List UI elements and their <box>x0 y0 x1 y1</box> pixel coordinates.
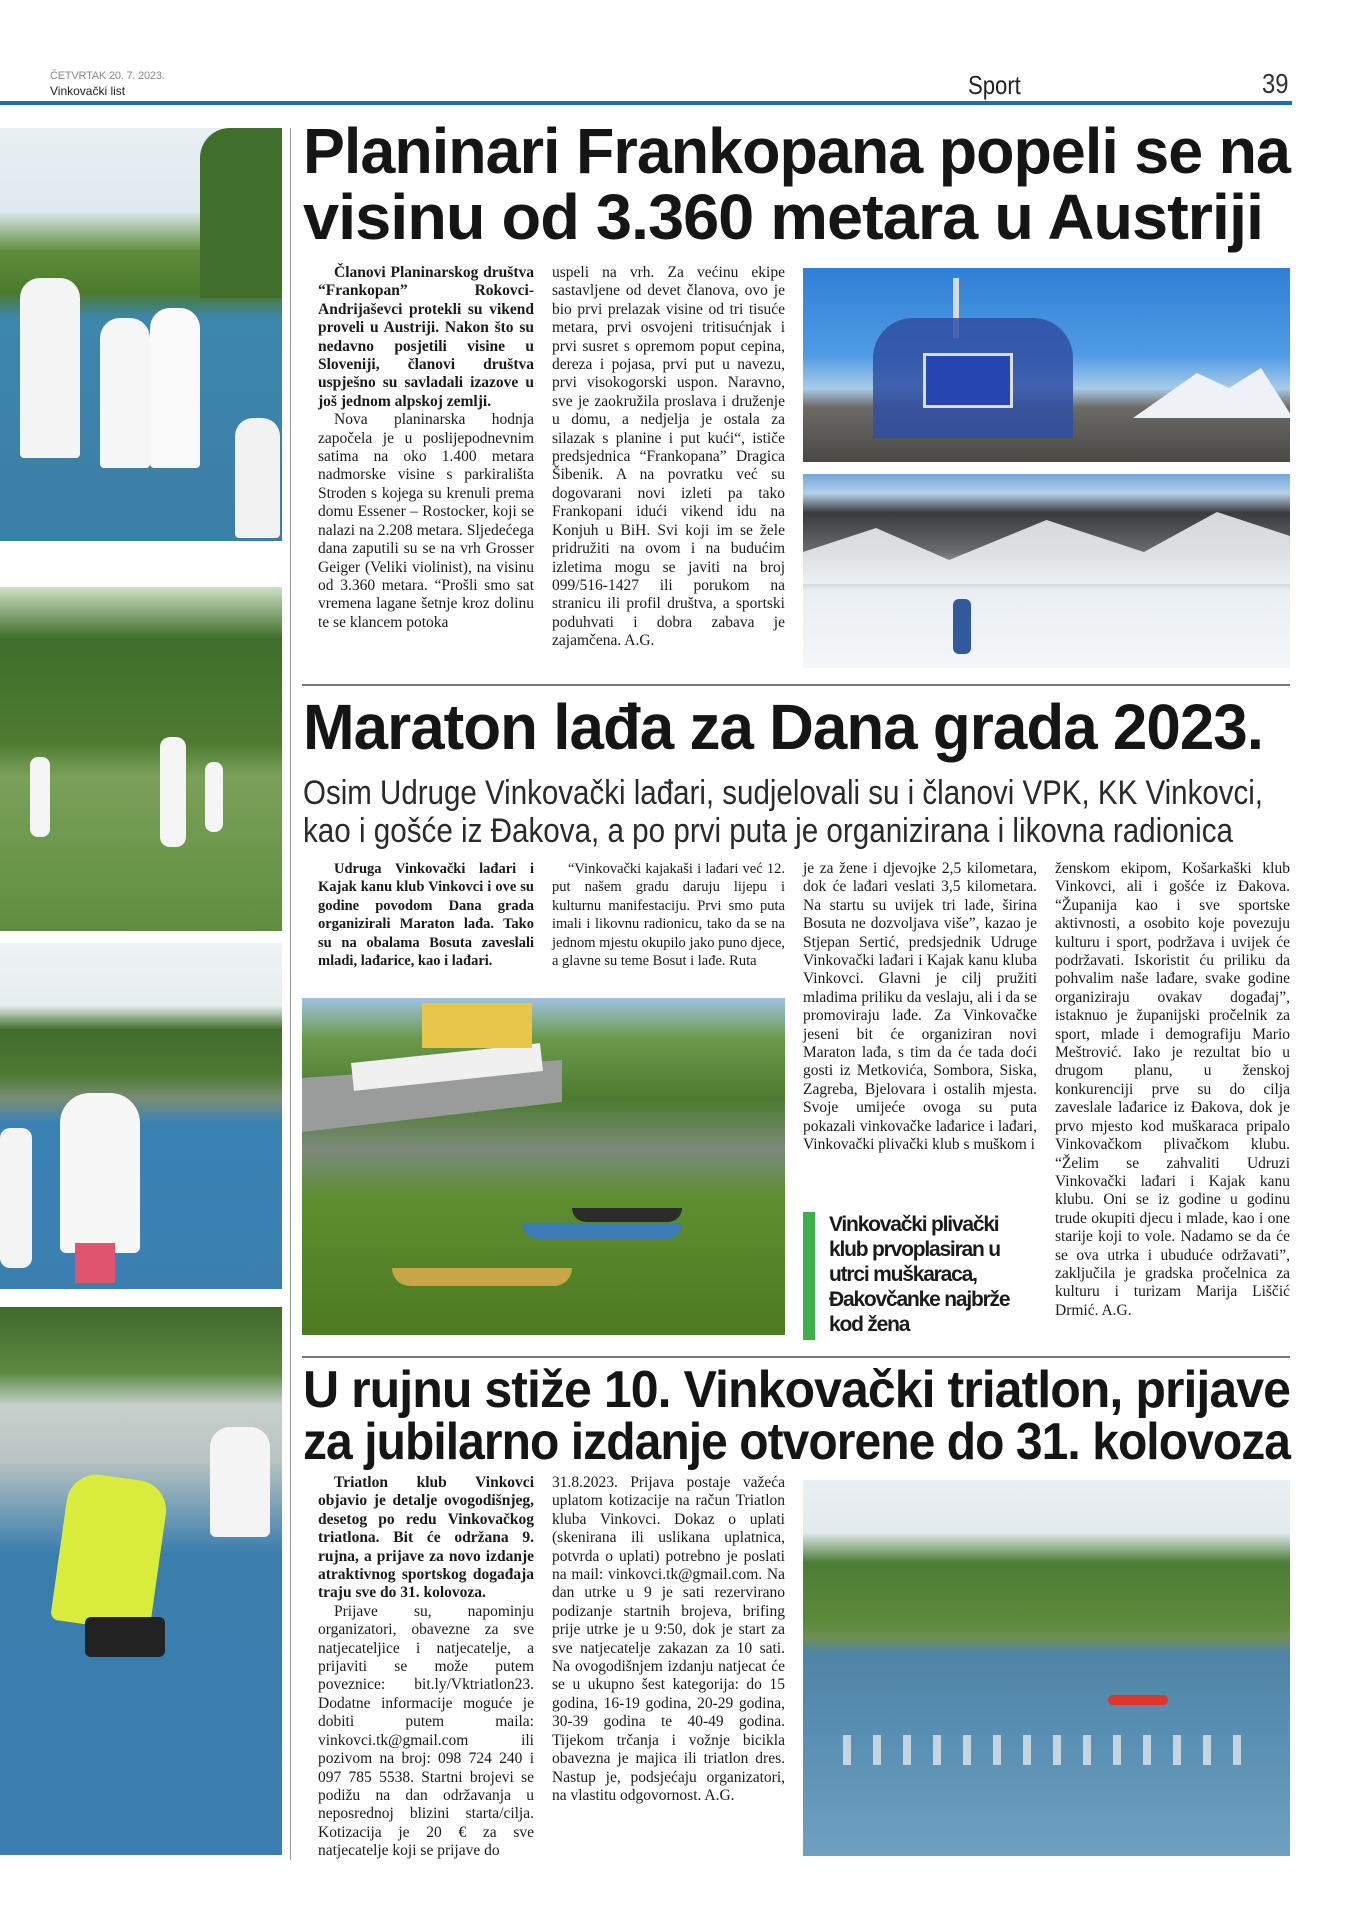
section-divider <box>302 1356 1290 1358</box>
headline-line: U rujnu stiže 10. Vinkovački triatlon, prijave <box>303 1361 1290 1419</box>
deck-line: Osim Udruge Vinkovački lađari, sudjelovali su i članovi VPK, KK Vinkovci, <box>303 774 1263 812</box>
article-body: uspeli na vrh. Za većinu ekipe sastavljene od devet članova, ovo je bio prvi prelazak visine od tri tisuće metara, prvi osvojeni tritisućnjak i prvi susret s opremom poput cepina, dereza i pojasa, prvi put u navezu, prvi visokogorski uspon. Naravno, sve je zaokružila proslava i druženje u domu, a nedjelja je ostala za silazak s planine i put kući“, ističe predsjednica “Frankopana” Dragica Šibenik. A na povratku već su dogovarani novi izleti pa tako Frankopani idući vikend idu na Konjuh u BiH. Svi koji im se žele pridružiti na ovom i na budućim izletima mogu se javiti na broj 099/516-1427 ili porukom na stranicu ili profil društva, a sportski poduhvati i dobra zabava je zajamčena. A.G. <box>552 264 785 650</box>
article-headline-triathlon <box>303 1361 1290 1471</box>
section-name: Sport <box>968 70 1021 100</box>
article1-column-2 <box>552 264 785 651</box>
photo-girls-on-court <box>0 943 282 1289</box>
article-body: Prijave su, napominju organizatori, obavezne za sve natjecateljice i natjecatelje, a prijaviti se može putem poveznice: bit.ly/Vktriatlon23. Dodatne informacije moguće je dobiti putem maila: vinkovci.tk@gmail.com ili pozivom na broj: 098 724 240 i 097 785 5538. Startni brojevi se podižu na dan održavanja u neposrednoj blizini starta/cilja. Kotizacija je 20 € za sve natjecatelje koji se prijave do <box>318 1602 534 1860</box>
article-lead: Triatlon klub Vinkovci objavio je detalje ovogodišnjeg, desetog po redu Vinkovačkog triatlona. Bit će održana 9. rujna, a prijave za novo izdanje atraktivnog sportskog događaja traju sve do 31. kolovoza. <box>318 1474 534 1602</box>
headline-line: Planinari Frankopana popeli se na <box>303 115 1290 187</box>
article-lead: Udruga Vinkovački lađari i Kajak kanu klub Vinkovci i ove su godine povodom Dana grada organizirali Maraton lađa. Tako su na obalama Bosuta zaveslali mladi, lađarice, kao i lađari. <box>318 861 534 970</box>
photo-boat-marathon-river <box>302 998 785 1335</box>
photo-mountaineers-summit <box>803 268 1290 462</box>
article-body: “Vinkovački kajakaši i lađari već 12. put našem gradu daruju lijepu i kulturnu manifestaciju. Prvi smo puta imali i likovnu radionicu, tako da se na jednom mjestu okupilo jako puno djece, a glavne su teme Bosut i lađe. Ruta <box>552 861 785 970</box>
article3-column-2 <box>552 1474 785 1805</box>
page-number: 39 <box>1262 68 1289 99</box>
article-headline-boat-marathon <box>303 692 1263 762</box>
article-deck <box>303 774 1263 850</box>
publication-name: Vinkovački list <box>50 84 126 98</box>
section-divider <box>302 684 1290 686</box>
article-body: je za žene i djevojke 2,5 kilometara, dok će lađari veslati 3,5 kilometara. Na startu su uvijek tri lađe, širina Bosuta ne dozvoljava više”, kazao je Stjepan Sertić, predsjednik Udruge Vinkovački lađari i Kajak kanu kluba Vinkovci. Glavni je cilj pružiti mladima priliku da veslaju, ali i da se promoviraju lađe. Za Vinkovačke jeseni bit će organiziran novi Maraton lađa, s tim da će tada doći gosti iz Metkovića, Sombora, Siska, Zagreba, Bjelovara i ostalih mjesta. Svoje umijeće ovoga su puta pokazali vinkovačke lađarice i lađari, Vinkovački plivački klub s muškom i <box>803 860 1037 1154</box>
article1-column-1 <box>318 264 534 632</box>
photo-kids-running-on-grass <box>0 587 282 931</box>
article-body: Nova planinarska hodnja započela je u poslijepodnevnim satima na oko 1.400 metara nadmorske visine s parkirališta Stroden s kojega su krenuli prema domu Essener – Rostocker, koji se nalazi na 2.208 metara. Sljedećega dana zaputili su se na vrh Grosser Geiger (Veliki violinist), na visinu od 3.360 metara. “Prošli smo sat vremena lagane šetnje kroz dolinu te se klancem potoka <box>318 411 534 631</box>
photo-triathlon-swimmers-lake <box>803 1480 1290 1856</box>
article-headline-mountaineers <box>303 115 1290 253</box>
deck-line: kao i gošće iz Đakova, a po prvi puta je organizirana i likovna radionica <box>303 812 1233 850</box>
header-rule <box>0 101 1292 105</box>
article2-column-3 <box>803 860 1037 1155</box>
article-body: ženskom ekipom, Košarkaški klub Vinkovci, ali i gošće iz Đakova. “Županija kao i sve sportske aktivnosti, a osobito koje povezuju kulturu i sport, podržava i uvijek će podržavati. Iskoristit ću priliku da pohvalim naše lađare, svake godine organiziraju ovakav događaj”, istaknuo je županijski pročelnik za sport, mlade i demografiju Mario Meštrović. Iako je rezultat bio u drugom planu, u ženskoj konkurenciji prve su do cilja zaveslale lađarice iz Đakova, dok je prvo mjesto kod muškaraca pripalo Vinkovačkom plivačkom klubu. “Želim se zahvaliti Udruzi Vinkovački lađari i Kajak kanu klubu. Oni se iz godine u godinu trude okupiti djecu i mlade, kao i one starije koji to vole. Nadamo se da će se ova utrka i ubuduće održavati”, zaključila je gradska pročelnica za kulturu i turizam Marija Liščić Drmić. A.G. <box>1055 860 1290 1319</box>
photo-handball-training-1 <box>0 128 282 541</box>
headline-line: za jubilarno izdanje otvorene do 31. kolovoza <box>303 1413 1290 1471</box>
headline-line: Maraton lađa za Dana grada 2023. <box>303 691 1263 763</box>
photo-handball-girl-yellow-vest <box>0 1307 282 1855</box>
pull-quote: Vinkovački plivački klub prvoplasiran u utrci muškaraca, Đakovčanke najbrže kod žena <box>803 1212 1035 1340</box>
article-body: 31.8.2023. Prijava postaje važeća uplatom kotizacije na račun Triatlon kluba Vinkovci. Dokaz o uplati (skenirana ili uslikana uplatnica, potvrda o uplati) potrebno je poslati na mail: vinkovci.tk@gmail.com. Na dan utrke u 9 je sati rezervirano podizanje startnih brojeva, brifing prije utrke je u 9:50, dok je start za sve natjecatelje zakazan za 10 sati. Na ovogodišnjem izdanju natjecat će se u ukupno šest kategorija: do 15 godina, 16-19 godina, 20-29 godina, 30-39 godina te 40-49 godina. Tijekom trčanja i vožnje bicikla obavezna je majica ili triatlon dres. Nastup je, podsjećaju organizatori, na vlastitu odgovornost. A.G. <box>552 1474 785 1804</box>
article2-column-4 <box>1055 860 1290 1320</box>
photo-glacier-climb <box>803 474 1290 668</box>
article-lead: Članovi Planinarskog društva “Frankopan” Rokovci-Andrijaševci protekli su vikend proveli u Austriji. Nakon što su nedavno posjetili visine u Sloveniji, članovi društva uspješno su savladali izazove u još jednom alpskoj zemlji. <box>318 264 534 410</box>
article3-column-1 <box>318 1474 534 1861</box>
issue-date: ČETVRTAK 20. 7. 2023. <box>50 70 165 82</box>
article2-column-2 <box>552 860 785 970</box>
headline-line: visinu od 3.360 metara u Austriji <box>303 181 1263 253</box>
column-rule <box>290 128 291 1860</box>
article2-column-1 <box>318 860 534 970</box>
